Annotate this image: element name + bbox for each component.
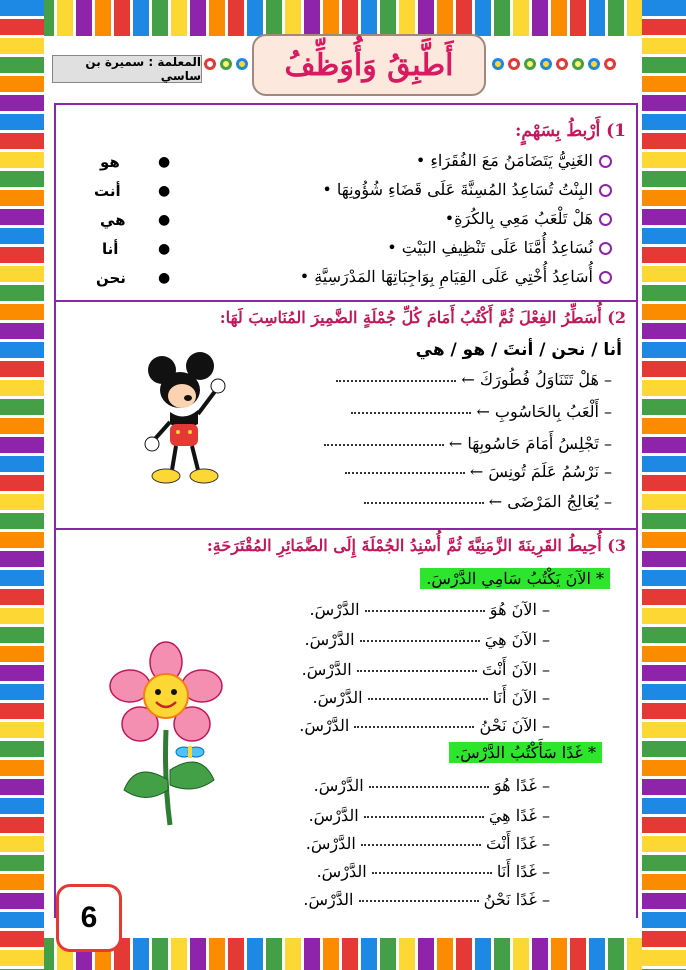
sentence-row: – هَلْ تَتَنَاوَلُ فُطُورَكَ ← xyxy=(336,370,612,389)
exercise-1 xyxy=(54,103,638,300)
decorative-frame-right xyxy=(642,0,686,970)
decorative-frame-left xyxy=(0,0,44,970)
answer-line[interactable] xyxy=(372,872,492,874)
pronoun-option: هو xyxy=(100,153,120,171)
sentence-3: هَلْ تَلْعَبُ مَعِي بِالكُرَةِ• xyxy=(445,209,612,228)
answer-line[interactable] xyxy=(345,472,465,474)
page-title: أَطَّبِقُ وَأُوَظِّفُ xyxy=(252,34,486,96)
sentence-row: – نَرْسُمُ عَلَمَ تُونِسَ ← xyxy=(345,462,612,481)
answer-line[interactable] xyxy=(357,670,477,672)
exercise-1-heading: 1) أَرْبطُ بِسَهْمٍ: xyxy=(515,121,626,141)
example-sentence-future: * غَدًا سَأَكْتُبُ الدَّرْسَ. xyxy=(449,742,602,763)
answer-line[interactable] xyxy=(336,380,456,382)
pronoun-choices: أنا / نحن / أنتَ / هو / هي xyxy=(415,340,622,360)
answer-line[interactable] xyxy=(359,900,479,902)
pronoun-option: نحن xyxy=(96,269,126,287)
conjugation-row: – غَدًا هُوَ الدَّرْسَ. xyxy=(313,776,550,795)
sentence-5: أُسَاعِدُ أُخْتِي عَلَى القِيَامِ بِوَاجِبَاتِهَا المَدْرَسِيَّةِ • xyxy=(300,267,612,286)
conjugation-row: – غَدًا نَحْنُ الدَّرْسَ. xyxy=(303,890,550,909)
conjugation-row: – الآنَ هِيَ الدَّرْسَ. xyxy=(304,630,550,649)
sentence-row: – تَجْلِسُ أَمَامَ حَاسُوبِهَا ← xyxy=(324,434,612,453)
sentence-2: البِنْتُ تُسَاعِدُ المُسِنَّةَ عَلَى قَضَاءِ شُؤُونِهَا • xyxy=(322,180,612,199)
answer-line[interactable] xyxy=(364,816,484,818)
conjugation-row: – غَدًا أَنْتَ الدَّرْسَ. xyxy=(305,834,550,853)
bullet: ● xyxy=(158,270,171,286)
conjugation-row: – الآنَ نَحْنُ الدَّرْسَ. xyxy=(299,716,550,735)
answer-line[interactable] xyxy=(369,786,489,788)
sentence-row: – أَلْعَبُ بِالحَاسُوبِ ← xyxy=(351,402,612,421)
answer-line[interactable] xyxy=(364,502,484,504)
answer-line[interactable] xyxy=(361,844,481,846)
answer-line[interactable] xyxy=(354,726,474,728)
pronoun-option: هي xyxy=(100,211,126,229)
bullet: ● xyxy=(158,154,171,170)
bullet: ● xyxy=(158,212,171,228)
mickey-mouse-illustration xyxy=(140,352,230,492)
exercise-2 xyxy=(54,300,638,528)
conjugation-row: – غَدًا أَنَا الدَّرْسَ. xyxy=(316,862,550,881)
bullet: ● xyxy=(158,183,171,199)
dot-row-top-right xyxy=(492,58,616,70)
answer-line[interactable] xyxy=(365,610,485,612)
conjugation-row: – غَدًا هِيَ الدَّرْسَ. xyxy=(308,806,550,825)
answer-line[interactable] xyxy=(360,640,480,642)
conjugation-row: – الآنَ أَنْتَ الدَّرْسَ. xyxy=(301,660,550,679)
exercise-2-heading: 2) أُسَطِّرُ الفِعْلَ ثُمَّ أَكْتُبُ أَمَامَ كُلِّ جُمْلَةٍ الضَّمِيرَ المُنَاسِبَ لَهَا: xyxy=(219,308,626,327)
page-number: 6 xyxy=(56,884,122,952)
flower-illustration xyxy=(106,640,226,830)
bullet: ● xyxy=(158,241,171,257)
sentence-4: نُسَاعِدُ أُمَّنَا عَلَى تَنْظِيفِ البَيْتِ • xyxy=(387,238,612,257)
conjugation-row: – الآنَ هُوَ الدَّرْسَ. xyxy=(309,600,550,619)
example-sentence-present: * الآنَ يَكْتُبُ سَامِي الدَّرْسَ. xyxy=(420,568,610,589)
pronoun-option: أنت xyxy=(94,182,121,200)
sentence-1: الغَنِيُّ يَتَضَامَنُ مَعَ الفُقَرَاءِ • xyxy=(416,151,612,170)
answer-line[interactable] xyxy=(368,698,488,700)
exercise-3 xyxy=(54,528,638,918)
pronoun-option: أنا xyxy=(102,240,119,258)
teacher-label: المعلمة : سميرة بن ساسي xyxy=(52,55,202,83)
conjugation-row: – الآنَ أَنَا الدَّرْسَ. xyxy=(312,688,550,707)
sentence-row: – يُعَالِجُ المَرْضَى ← xyxy=(364,492,612,511)
exercise-3-heading: 3) أُحِيطُ القَرِينَةَ الزَّمَنِيَّةَ ثُمَّ أُسْنِدُ الجُمْلَةَ إِلَى الضَّمَائِرِ المُقْتَرَحَةِ: xyxy=(206,536,626,555)
answer-line[interactable] xyxy=(324,444,444,446)
answer-line[interactable] xyxy=(351,412,471,414)
